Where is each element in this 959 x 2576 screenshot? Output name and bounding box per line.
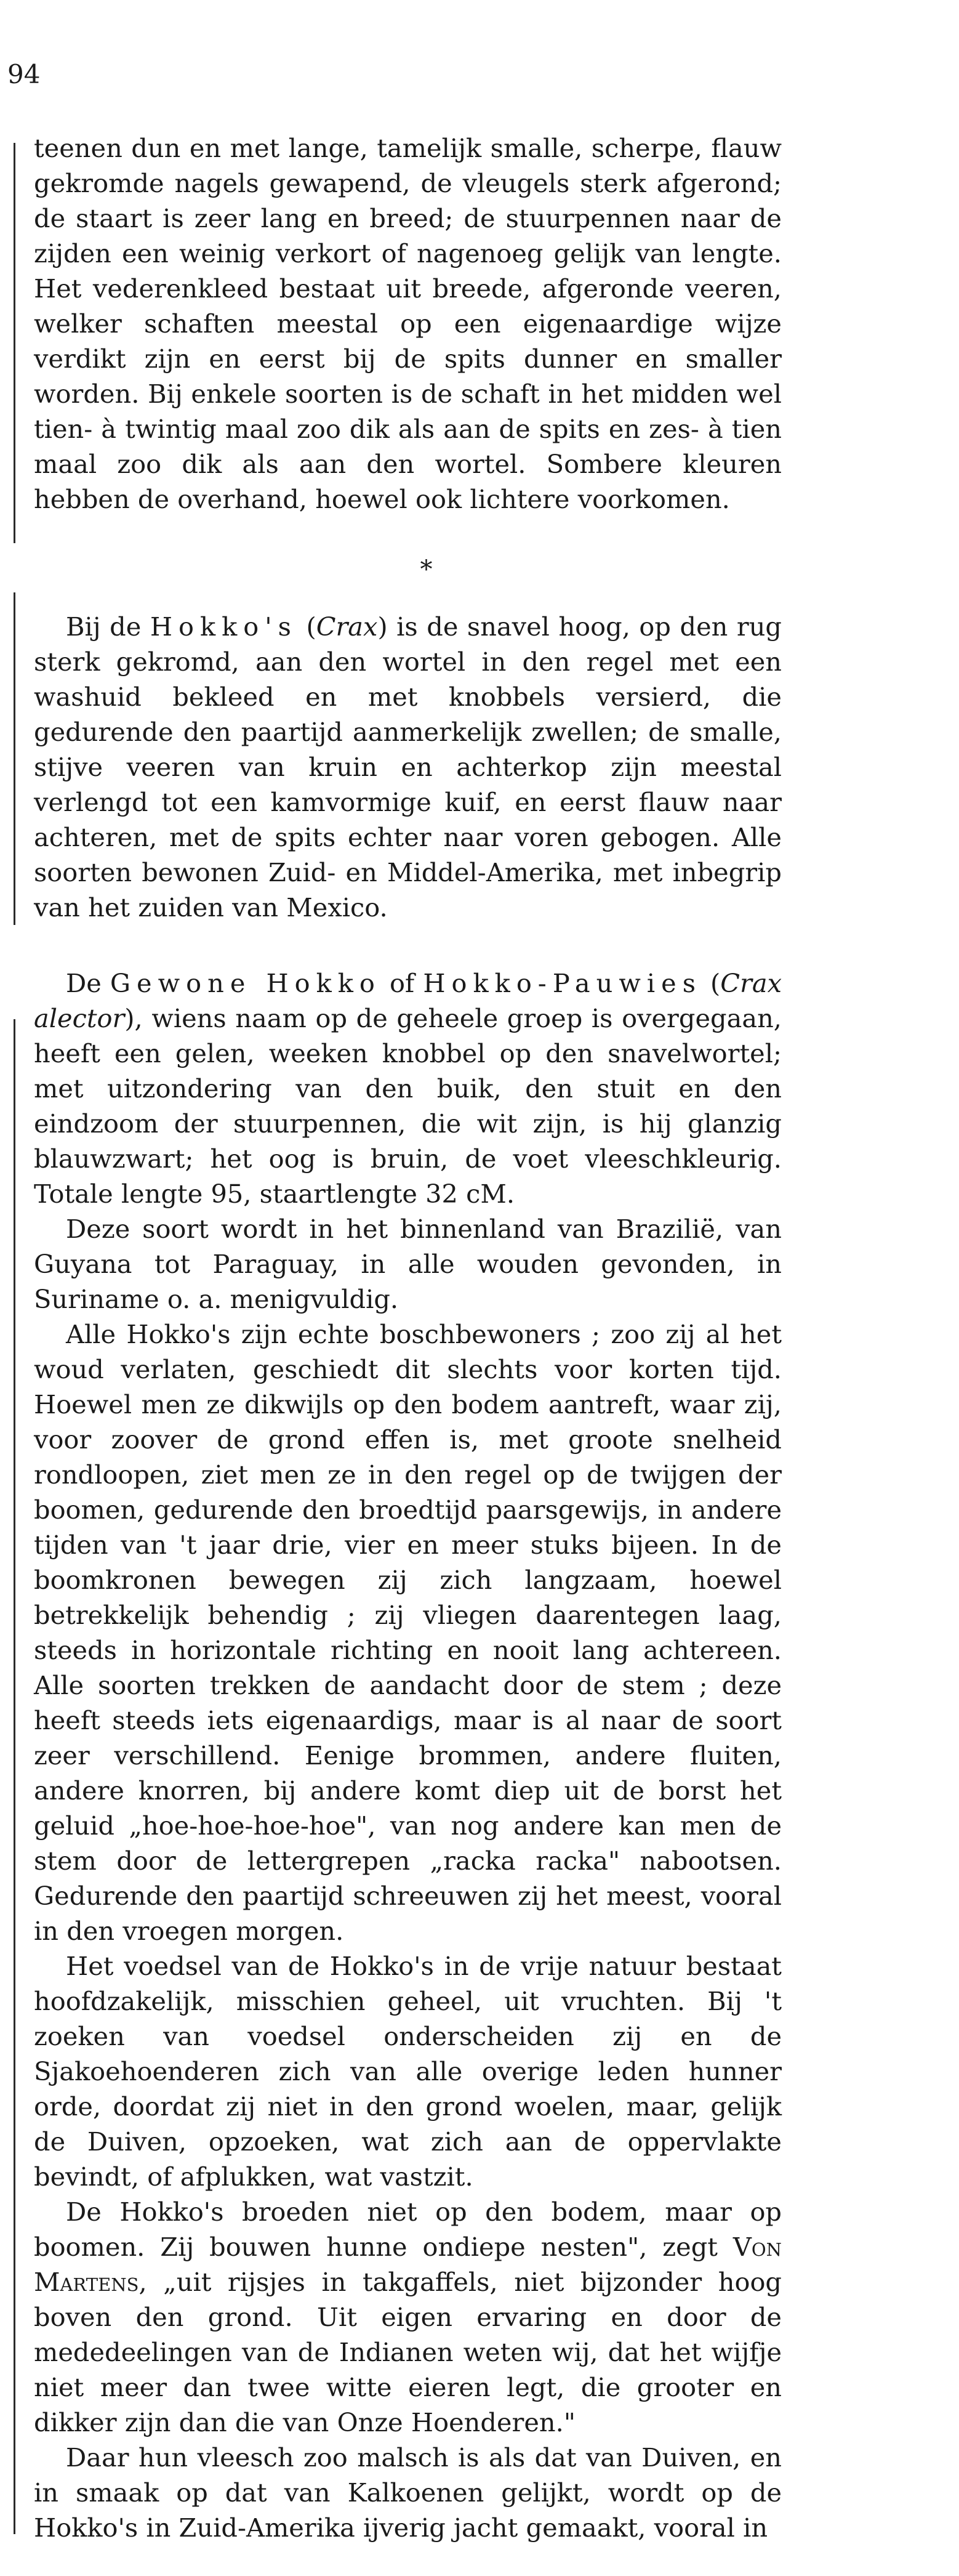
section-separator: * xyxy=(420,555,433,584)
author-name: Von Martens xyxy=(34,2232,782,2297)
text-column xyxy=(34,131,782,2545)
genus-name: Hokko's xyxy=(150,612,297,642)
margin-bar-top xyxy=(14,143,15,543)
latin-species: Crax alector xyxy=(34,968,782,1033)
paragraph-3: De Gewone Hokko of Hokko-Pauwies (Crax alector), wiens naam op de geheele groep is overgegaan, heeft een gelen, weeken knobbel op den snavelwortel; met uitzondering van den buik, den stuit en den eindzoom der stuurpennen, die wit zijn, is hij glanzig blauwzwart; het oog is bruin, de voet vleeschkleurig. Totale lengte 95, staartlengte 32 cM. xyxy=(34,968,782,1209)
paragraph-2: Bij de Hokko's (Crax) is de snavel hoog, op den rug sterk gekromd, aan den wortel in den regel met een washuid bekleed en met knobbels versierd, die gedurende den paartijd aanmerkelijk zwellen; de smalle, stijve veeren van kruin en achterkop zijn meestal verlengd tot een kamvormige kuif, en eerst flauw naar achteren, met de spits echter naar voren gebogen. Alle soorten bewonen Zuid- en Middel-Amerika, met inbegrip van het zuiden van Mexico. xyxy=(34,612,782,923)
latin-genus: Crax xyxy=(316,612,378,642)
paragraph-7: De Hokko's broeden niet op den bodem, maar op boomen. Zij bouwen hunne ondiepe nesten", zegt Von Martens, „uit rijsjes in takgaffels, niet bijzonder hoog boven den grond. Uit eigen ervaring en door de mededeelingen van de Indianen weten wij, dat het wijfje niet meer dan twee witte eieren legt, die grooter en dikker zijn dan die van Onze Hoenderen." xyxy=(34,2197,782,2437)
paragraph-5: Alle Hokko's zijn echte boschbewoners ; zoo zij al het woud verlaten, geschiedt dit slechts voor korten tijd. Hoewel men ze dikwijls op den bodem aantreft, waar zij, voor zoover de grond effen is, met groote snelheid rondloopen, ziet men ze in den regel op de twijgen der boomen, gedurende den broedtijd paarsgewijs, in andere tijden van 't jaar drie, vier en meer stuks bijeen. In de boomkronen bewegen zij zich langzaam, hoewel betrekkelijk behendig ; zij vliegen daarentegen laag, steeds in horizontale richting en nooit lang achtereen. Alle soorten trekken de aandacht door de stem ; deze heeft steeds iets eigenaardigs, maar is al naar de soort zeer verschillend. Eenige brommen, andere fluiten, andere knorren, bij andere komt diep uit de borst het geluid „hoe-hoe-hoe-hoe", van nog andere kan men de stem door de lettergrepen „racka racka" nabootsen. Gedurende den paartijd schreeuwen zij het meest, vooral in den vroegen morgen. xyxy=(34,1319,782,1946)
paragraph-6: Het voedsel van de Hokko's in de vrije natuur bestaat hoofdzakelijk, misschien geheel, uit vruchten. Bij 't zoeken van voedsel onderscheiden zij en de Sjakoehoenderen zich van alle overige leden hunner orde, doordat zij niet in den grond woelen, maar, gelijk de Duiven, opzoeken, wat zich aan de oppervlakte bevindt, of afplukken, wat vastzit. xyxy=(34,1951,782,2192)
page-number: 94 xyxy=(7,59,41,89)
paragraph-1: teenen dun en met lange, tamelijk smalle, scherpe, flauw gekromde nagels gewapend, de vleugels sterk afgerond; de staart is zeer lang en breed; de stuurpennen naar de zijden een weinig verkort of nagenoeg gelijk van lengte. Het vederenkleed bestaat uit breede, afgeronde veeren, welker schaften meestal op een eigenaardige wijze verdikt zijn en eerst bij de spits dunner en smaller worden. Bij enkele soorten is de schaft in het midden wel tien- à twintig maal zoo dik als aan de spits en zes- à tien maal zoo dik als aan den wortel. Sombere kleuren hebben de overhand, hoewel ook lichtere voorkomen. xyxy=(34,133,782,514)
paragraph-4: Deze soort wordt in het binnenland van Brazilië, van Guyana tot Paraguay, in alle wouden gevonden, in Suriname o. a. menigvuldig. xyxy=(34,1214,782,1314)
species-name: Gewone Hokko xyxy=(110,968,381,998)
margin-bar-mid xyxy=(14,592,15,925)
margin-bar-bottom xyxy=(14,1019,15,2534)
paragraph-8: Daar hun vleesch zoo malsch is als dat van Duiven, en in smaak op dat van Kalkoenen gelijkt, wordt op de Hokko's in Zuid-Amerika ijverig jacht gemaakt, vooral in xyxy=(34,2442,782,2543)
species-alt-name: Hokko-Pauwies xyxy=(423,968,702,998)
